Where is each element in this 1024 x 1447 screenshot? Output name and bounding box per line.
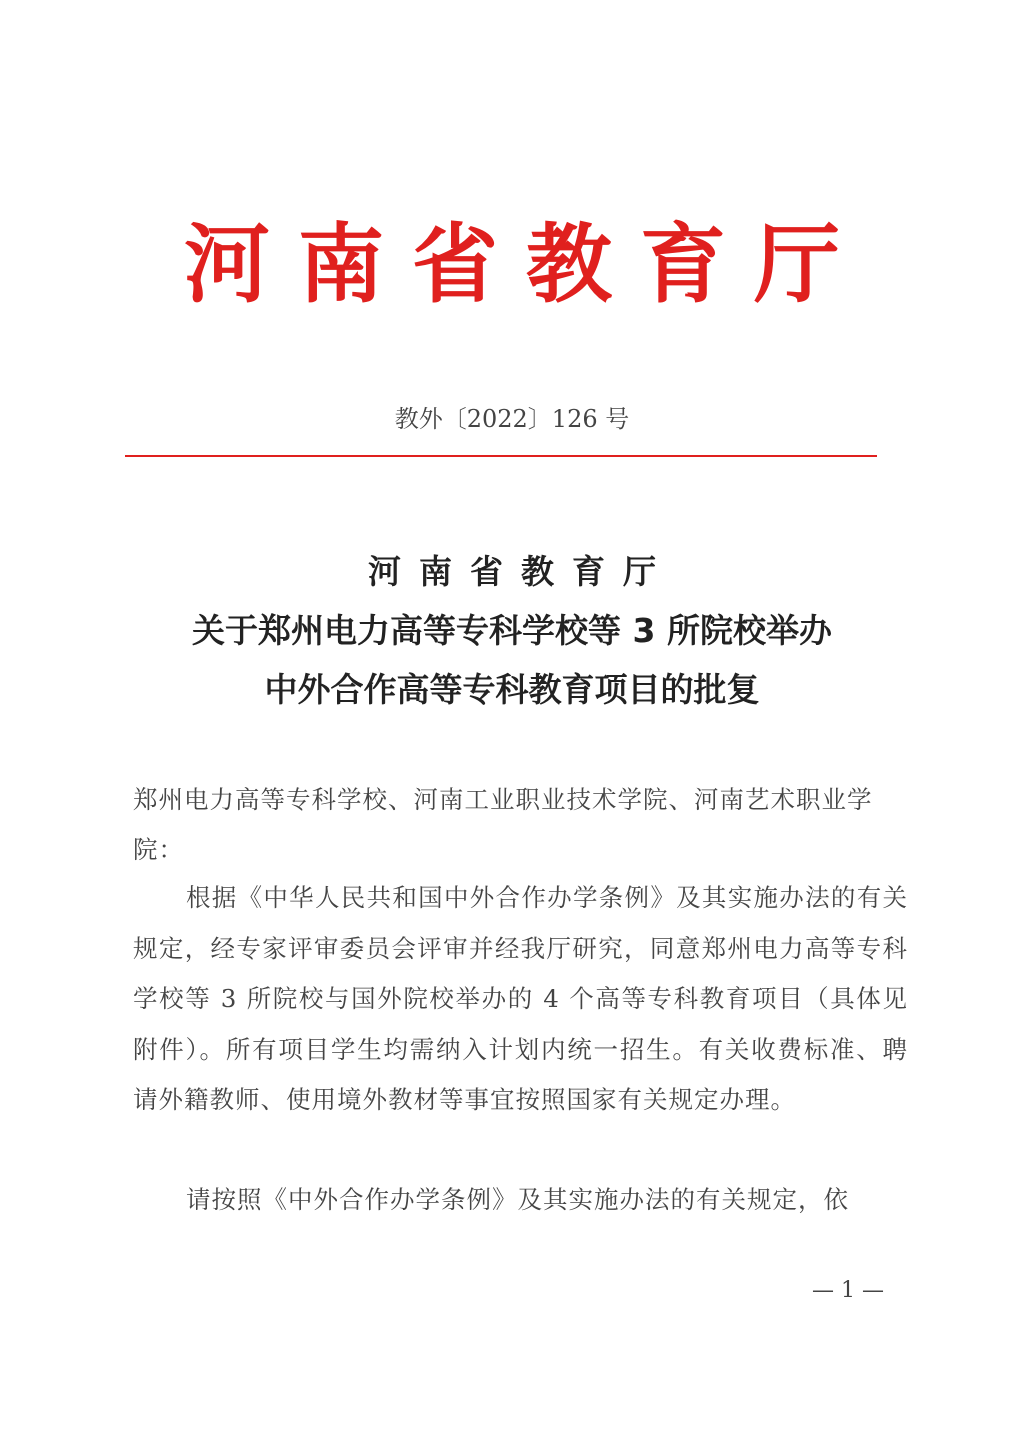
title-line-3: 中外合作高等专科教育项目的批复	[264, 670, 760, 709]
recipients: 郑州电力高等专科学校、河南工业职业技术学院、河南艺术职业学院：	[133, 785, 873, 864]
red-divider-line	[125, 455, 877, 457]
body-paragraph-2: 请按照《中外合作办学条例》及其实施办法的有关规定，依	[186, 1185, 849, 1214]
body-paragraph-1: 根据《中华人民共和国中外合作办学条例》及其实施办法的有关规定，经专家评审委员会评审并经我厅研究，同意郑州电力高等专科学校等 3 所院校与国外院校举办的 4 个高等专科教育项目（具体见附件）。所有项目学生均需纳入计划内统一招生。有关收费标准、聘请外籍教师、使用境外教材等事宜按照国家有关规定办理。	[133, 883, 908, 1114]
document-title	[0, 547, 1024, 724]
document-number: 教外〔2022〕126 号	[394, 405, 630, 433]
title-line-2: 关于郑州电力高等专科学校等 3 所院校举办	[192, 611, 832, 650]
page-number: — 1 —	[812, 1278, 884, 1303]
issuing-authority-header: 河南省教育厅	[184, 215, 868, 315]
title-line-1: 河南省教育厅	[368, 552, 674, 591]
